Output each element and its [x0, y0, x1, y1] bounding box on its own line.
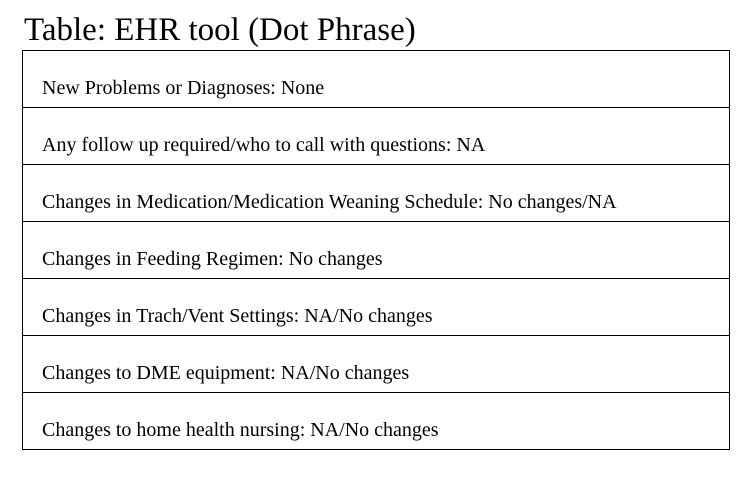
row-feeding-regimen: Changes in Feeding Regimen: No changes: [42, 248, 383, 270]
table-row: [23, 279, 730, 336]
table-cell: [23, 108, 730, 165]
row-medication-changes: Changes in Medication/Medication Weaning Schedule: No changes/NA: [42, 191, 617, 213]
row-home-health-nursing: Changes to home health nursing: NA/No changes: [42, 419, 439, 441]
table-cell: [23, 336, 730, 393]
table-cell: [23, 393, 730, 450]
table-row: [23, 165, 730, 222]
row-new-problems: New Problems or Diagnoses: None: [42, 77, 325, 99]
table-row: [23, 51, 730, 108]
table-cell: [23, 222, 730, 279]
table-cell: [23, 279, 730, 336]
row-dme-equipment: Changes to DME equipment: NA/No changes: [42, 362, 410, 384]
table-row: [23, 222, 730, 279]
row-follow-up: Any follow up required/who to call with questions: NA: [42, 134, 486, 156]
table-row: [23, 108, 730, 165]
table-cell: [23, 165, 730, 222]
row-trach-vent: Changes in Trach/Vent Settings: NA/No changes: [42, 305, 433, 327]
table-row: [23, 393, 730, 450]
table-caption: Table: EHR tool (Dot Phrase): [24, 12, 416, 48]
table-row: [23, 336, 730, 393]
ehr-dot-phrase-table: [22, 50, 730, 450]
table-cell: [23, 51, 730, 108]
